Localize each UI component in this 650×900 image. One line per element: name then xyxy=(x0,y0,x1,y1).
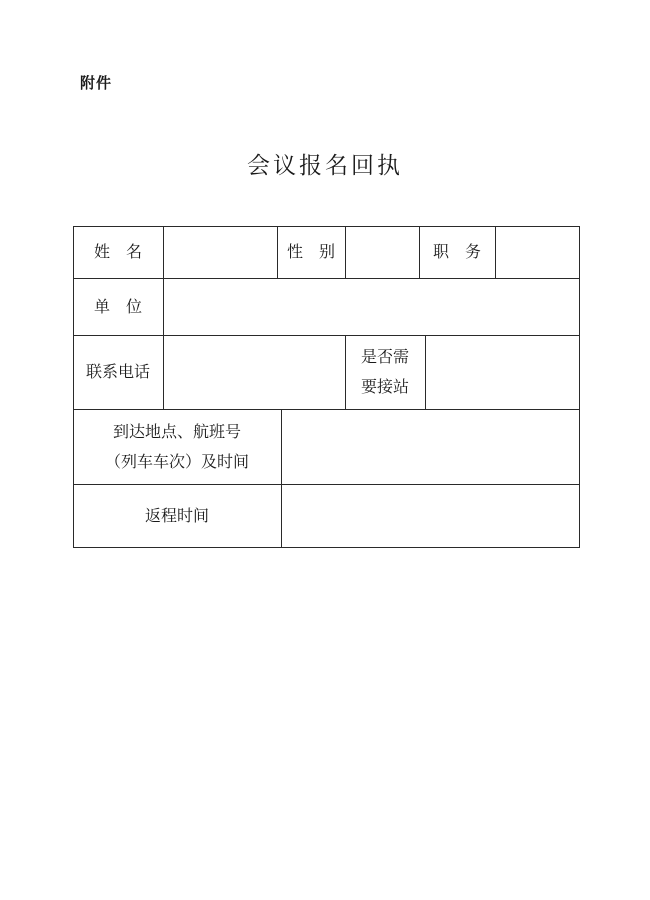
pickup-label xyxy=(345,335,425,409)
table-border-right xyxy=(579,226,580,548)
gender-field[interactable] xyxy=(346,227,419,278)
return-label: 返程时间 xyxy=(144,505,209,525)
return-field[interactable] xyxy=(282,485,579,547)
gender-label: 性 别 xyxy=(286,242,335,261)
pickup-label-line2: 要接站 xyxy=(360,377,409,396)
unit-field[interactable] xyxy=(164,279,579,335)
registration-receipt-form xyxy=(73,226,580,548)
page-title: 会议报名回执 xyxy=(247,153,403,179)
pickup-label-line1: 是否需 xyxy=(360,347,409,366)
pickup-field[interactable] xyxy=(426,336,579,409)
unit-label: 单 位 xyxy=(93,296,142,316)
attachment-label: 附件 xyxy=(80,74,113,92)
position-field[interactable] xyxy=(496,227,579,278)
arrival-label xyxy=(73,409,281,484)
arrival-label-line2: （列车车次）及时间 xyxy=(104,451,249,471)
arrival-field[interactable] xyxy=(282,410,579,484)
name-field[interactable] xyxy=(164,227,277,278)
position-label: 职 务 xyxy=(432,242,481,261)
name-label: 姓 名 xyxy=(93,242,142,261)
table-border-bottom xyxy=(73,547,580,548)
arrival-label-line1: 到达地点、航班号 xyxy=(112,421,241,441)
phone-label: 联系电话 xyxy=(85,362,150,381)
phone-field[interactable] xyxy=(164,336,345,409)
